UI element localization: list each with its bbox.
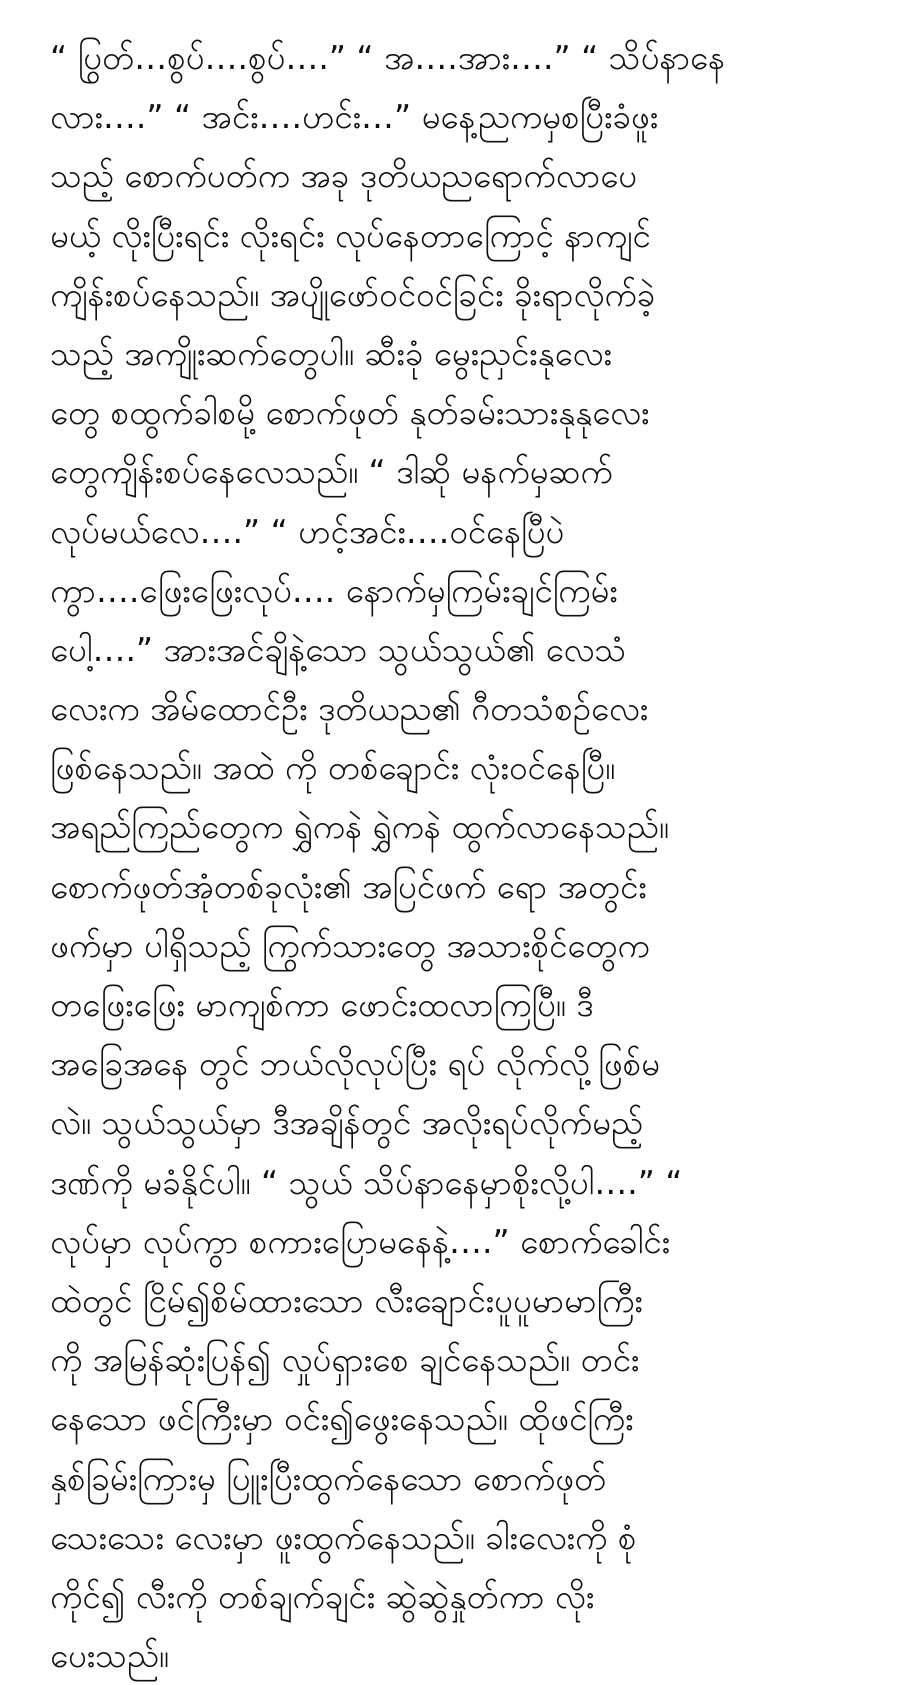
text-line: လေးက အိမ်ထောင်ဦး ဒုတိယည၏ ဂီတသံစဉ်လေး [50,689,649,729]
text-line: နှစ်ခြမ်းကြားမှ ပြူးပြီးထွက်နေသော စောက်ဖုတ် [50,1458,607,1498]
text-line: လား….” “ အင်း….ဟင်း…” မနေ့ညကမှစပြီးခံဖူး [50,97,659,137]
text-line: ဖက်မှာ ပါရှိသည့် ကြွက်သားတွေ အသားစိုင်တွေက [50,925,650,965]
text-line: အခြေအနေ တွင် ဘယ်လိုလုပ်ပြီး ရပ် လိုက်လို့ဖြစ်မ [50,1044,660,1084]
text-line: တွေ စထွက်ခါစမို့ စောက်ဖုတ် နုတ်ခမ်းသားနုနုလေး [50,393,650,433]
text-line: သည့် စောက်ပတ်က အခု ဒုတိယညရောက်လာပေ [50,156,637,196]
text-line: တွေကျိန်းစပ်နေလေသည်။ “ ဒါဆို မနက်မှဆက် [50,452,613,492]
text-line: စောက်ဖုတ်အုံတစ်ခုလုံး၏ အပြင်ဖက် ရော အတွင်း [50,866,647,906]
text-line: သေးသေး လေးမှာ ဖူးထွက်နေသည်။ ခါးလေးကို စုံ [50,1517,637,1557]
text-line: ကိုင်၍ လီးကို တစ်ချက်ချင်း ဆွဲဆွဲနှုတ်ကာ လိုး [50,1576,595,1616]
text-line: ကျိန်းစပ်နေသည်။ အပျိုဖော်ဝင်ဝင်ခြင်း ခိုးရာလိုက်ခဲ့ [50,274,656,314]
text-line: ကို အမြန်ဆုံးပြန်၍ လှုပ်ရှားစေ ချင်နေသည်။ တင်း [50,1340,640,1380]
text-line: ဒဏ်ကို မခံနိုင်ပါ။ “ သွယ် သိပ်နာနေမှာစိုးလို့ပါ….” “ [50,1162,683,1202]
text-line: ပေါ့….” အားအင်ချိနဲ့သော သွယ်သွယ်၏ လေသံ [50,629,627,669]
text-line: တဖြေးဖြေး မာကျစ်ကာ ဖောင်းထလာကြပြီ။ ဒီ [50,985,594,1024]
text-line: နေသော ဖင်ကြီးမှာ ဝင်း၍ဖွေးနေသည်။ ထိုဖင်ကြီး [50,1399,634,1439]
text-line: ကွာ….ဖြေးဖြေးလုပ်…. နောက်မှကြမ်းချင်ကြမ်း [50,570,618,610]
text-line: လုပ်မှာ လုပ်ကွာ စကားပြောမနေနဲ့….” စောက်ခေါင်း [50,1221,670,1261]
text-line: ထဲတွင် ငြိမ်၍စိမ်ထားသော လီးချောင်းပူပူမာမာကြီး [50,1280,643,1320]
text-line: လဲ။ သွယ်သွယ်မှာ ဒီအချိန်တွင် အလိုးရပ်လိုက်မည့် [50,1103,643,1143]
text-line: လုပ်မယ်လေ….” “ ဟင့်အင်း….ဝင်နေပြီပဲ [50,511,565,551]
text-line: မယ့် လိုးပြီးရင်း လိုးရင်း လုပ်နေတာကြောင့် နာကျင် [50,215,651,255]
text-line: အရည်ကြည်တွေက ရွှဲကနဲ ရွှဲကနဲ ထွက်လာနေသည်။ [50,807,669,847]
text-line: ဖြစ်နေသည်။ အထဲ ကို တစ်ချောင်း လုံးဝင်နေပြီ။ [50,748,616,788]
text-line: “ ပြွတ်…စွပ်….စွပ်….” “ အ….အား….” “ သိပ်နာနေ [50,38,726,77]
body-text [50,28,871,1685]
text-line: ပေးသည်။ [50,1636,169,1676]
text-line: သည့် အကျိုးဆက်တွေပါ။ ဆီးခုံ မွေးညှင်းနုလေး [50,333,612,373]
